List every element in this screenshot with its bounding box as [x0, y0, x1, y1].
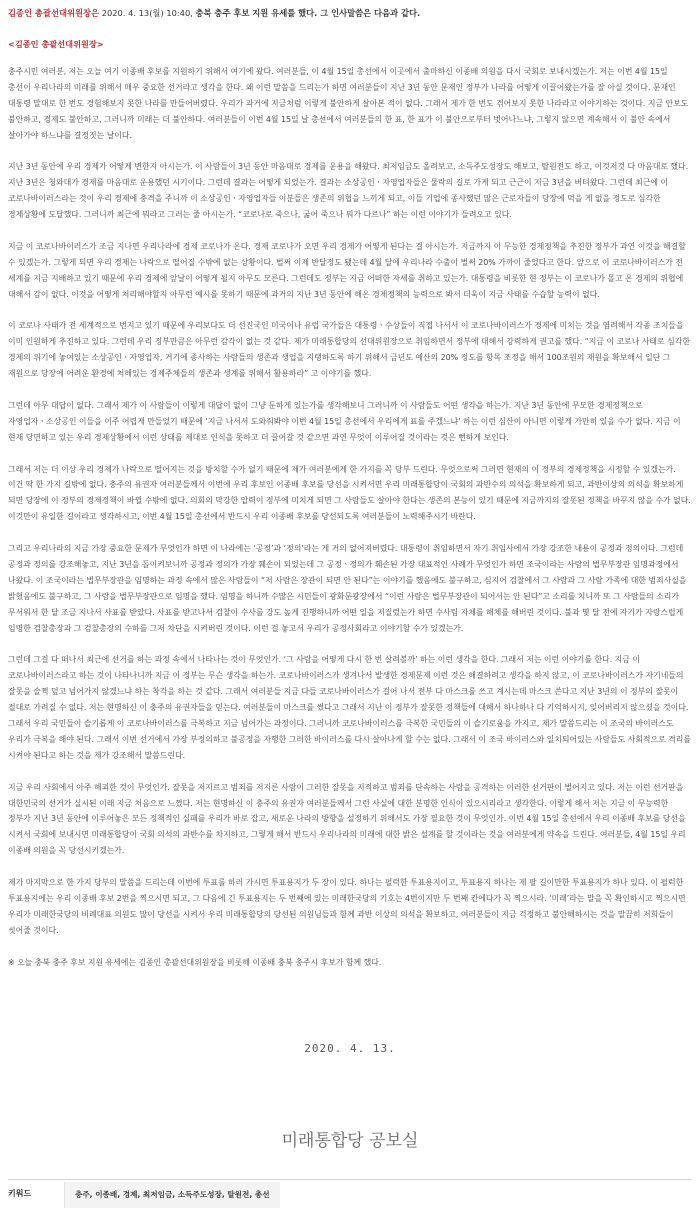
speech-paragraph: 그런데 그걸 다 떠나서 최근에 선거를 하는 과정 속에서 나타나는 것이 무엇인가. ‘그 사람을 어떻게 다시 한 번 살려볼까’ 하는 이런 생각을 한다. 그래서 저는 이런 이야기를 한다. 지금 이 코로나바이러스라고 하는 것이 나타나니까 지금 이 정부는 무슨 생각을 하는가. 코로나바이러스가 생겨나서 발생한 경제문제 이런 것은 해결하려고 생각을 하지 않고, 이 코로나바이러스가 자기네들의 잘못을 슬쩍 덮고 넘어가지 않겠느냐 하는 착각을 하는 것 같다. 그래서 여러분들 지금 다들 코로나바이러스가 걸어 나서 전부 다 마스크를 쓰고 계시는데 마스크 쓴다고 지난 3년의 이 정부의 잘못이 절대로 가려질 수 없다. 저는 현명하신 이 충주의 유권자들을 믿는다. 여러분들이 마스크를 썼다고 그래서 지난 이 정부가 잘못한 정책들에 대해서 하나하나 다 기억하시지, 잊어버리지 않으셨을 것이다. 그래서 우리 국민들이 슬기롭게 이 코로나바이러스를 극복하고 지금 넘어가는 과정이다. 그러니까 코로나바이러스를 극복한 국민들의 이 슬기로움을 가지고, 제가 말씀드리는 이 조국의 바이러스도 우리가 극복을 해야 된다. 그래서 이번 선거에서 가장 부정의하고 불공정을 자행한 그러한 바이러스를 다시 살아나게 할 수는 없다. 그래서 이 조국 바이러스와 일치되어있는 사람들도 사회적으로 격리를 시켜야 된다고 하는 것을 제가 강조해서 말씀드린다.: [8, 655, 691, 760]
headline-summary: 충북 충주 후보 지원 유세를 했다. 그 인사말씀은 다음과 같다.: [195, 8, 421, 18]
keyword-label: 키워드: [8, 1189, 32, 1198]
speech-paragraph: 지금 이 코로나바이러스가 조금 지나면 우리나라에 경제 코로나가 온다. 경제 코로나가 오면 우리 경제가 어떻게 된다는 걸 아시는가. 지금까지 이 무능한 경제정책을 추진한 정부가 과연 이것을 해결할 수 있겠는가. 그렇게 되면 우리 경제는 나락으로 떨어질 수밖에 없는 상황이다. 벌써 이제 반달정도 됐는데 4월 달에 우리나라 수출이 벌써 20% 가까이 줄었다고 한다. 앞으로 이 코로나바이러스가 전 세계를 지금 지배하고 있기 때문에 우리 경제에 앞날이 어떻게 될지 아무도 모른다. 그런데도 정부는 지금 어떠한 자세를 취하고 있는가. 대통령을 비롯한 현 정부는 이 코로나가 몰고 온 경제의 위협에 대해서 감이 없다. 이것을 어떻게 처리해야할지 아무런 예시를 못하기 때문에 과거의 지난 3년 동안에 해온 경제정책의 능력으로 봐서 더욱이 지금 사태를 수습할 능력이 없다.: [8, 241, 686, 299]
headline: [8, 4, 692, 22]
headline-datetime: 2020. 4. 13(월) 10:40,: [99, 8, 196, 18]
speech-paragraph: 그래서 저는 더 이상 우리 경제가 나락으로 떨어지는 것을 방치할 수가 없기 때문에 제가 여러분에게 한 가지를 꼭 당부 드린다. 무엇으로써 그러면 현재의 이 정부의 경제정책을 시정할 수 있겠는가. 이건 딱 한 가지 길밖에 없다. 충주의 유권자 여러분들께서 이번에 우리 후보인 이종배 후보를 당선을 시켜서면 우리 미래통합당이 국회의 과반수의 의석을 확보하게 되고, 과반이상의 의석을 확보하게 되면 당장에 이 정부의 경제정책이 바뀔 수밖에 없다. 의회의 막강한 압력이 정부에 미치게 되면 그 사람들도 살아야 한다는 생존의 본능이 있기 때문에 지금까지의 잘못된 정책을 바꾸지 않을 수가 없다. 이것만이 유일한 길이라고 생각하시고, 이번 4월 15일 총선에서 반드시 우리 이종배 후보를 당선되도록 여러분들이 노력해주시기 바란다.: [8, 464, 691, 522]
section-title: <김종인 총괄선대위원장>: [8, 39, 104, 49]
headline-speaker: 김종인 총괄선대위원장은: [8, 8, 100, 18]
speech-paragraph: 이 코로나 사태가 전 세계적으로 번지고 있기 때문에 우리보다도 더 선진국인 미국이나 유럽 국가들은 대통령ㆍ수상들이 직접 나서서 이 코로나바이러스가 경제에 미치는 것을 염려해서 각종 조치들을 이미 인원하게 추진하고 있다. 그런데 우리 정부만큼은 아무런 감각이 없는 것 같다. 제가 미래통합당의 선대위원장으로 취임하면서 정부에 대해서 강력하게 권고를 했다. “지금 이 코로나 사태로 심각한 경제의 위기에 놓여있는 소상공인ㆍ자영업자, 거기에 종사하는 사람들의 생존과 생업을 지탱하도록 하기 위해서 금년도 예산의 20% 정도를 항목 조정을 해서 100조원의 재원을 확보해서 일단 그 재원으로 당장에 어려운 환경에 처해있는 경제주체들의 생존과 생계를 위해서 활용하라” 고 이야기를 했다.: [8, 321, 690, 379]
press-office-signature: 미래통합당 공보실: [281, 1131, 419, 1151]
keyword-list[interactable]: 충주, 이종배, 경제, 최저임금, 소득주도성장, 탈원전, 총선: [64, 1182, 280, 1208]
speech-body: [8, 64, 692, 986]
keyword-bar: [8, 1179, 692, 1210]
speech-paragraph: 충주시민 여러분, 저는 오늘 여기 이종배 후보를 지원하기 위해서 여기에 왔다. 여러분들, 이 4월 15일 총선에서 이곳에서 출마하신 이종배 의원을 다시 국회로 보내시겠는가. 저는 이번 4월 15일 총선이 우리나라의 미래를 위해서 매우 중요한 선거라고 생각을 한다. 왜 이런 말씀을 드리는가 하면 여러분들이 지난 3년 동안 문재인 정부가 나라를 어떻게 이끌어왔는가를 잘 아실 것이다. 문재인 대통령 말대로 한 번도 경험해보지 못한 나라를 만들어버렸다. 우리가 과거에 지금처럼 이렇게 불안하게 살아본 적이 없다. 그래서 제가 한 번도 겪어보지 못한 나라라고 이야기하는 것이다. 지금 안보도 불안하고, 경제도 불안하고, 그러니까 미래는 더 불안하다. 여러분들이 이번 4월 15일 날 총선에서 여러분들의 한 표, 한 표가 이 불안으로부터 벗어나느냐, 그렇지 않으면 계속해서 이 불안 속에서 살아가야 하느냐를 결정짓는 날이다.: [8, 67, 689, 140]
speech-paragraph: 지금 우리 사회에서 아주 해괴한 것이 무엇인가. 잘못을 저지르고 범죄를 저지른 사람이 그러한 잘못을 지적하고 범죄를 단속하는 사람을 공격하는 이러한 선거판이 벌어지고 있다. 저는 이런 선거판을 대한민국의 선거가 실시된 이래 지금 처음으로 느꼈다. 저는 현명하신 이 충주의 유권자 여러분들께서 그런 사실에 대한 분명한 인식이 있으시리라고 생각한다. 이렇게 해서 저는 지금 이 무능력한 정부가 지난 3년 동안에 이루어놓은 모든 정책적인 실패를 우리가 바로 잡고, 새로운 나라의 방향을 설정하기 위해서도 가장 필요한 것이 무엇인가. 이번 4월 15일 총선에서 우리 이종배 후보를 당선을 시켜서 국회에 보내시면 미래통합당이 국회 의석의 과반수를 차지하고, 그렇게 해서 반드시 우리나라의 미래에 대한 밝은 설계를 할 것이라는 것을 여러분에게 약속을 드린다. 여러분들, 4월 15일 우리 이종배 의원을 꼭 당선시키겠는가.: [8, 782, 686, 856]
footnote: ※ 오늘 충북 충주 후보 지원 유세에는 김종인 총괄선대위원장을 비롯해 이종배 충북 충주시 후보가 함께 했다.: [8, 957, 382, 967]
speech-paragraph: 그리고 우리나라의 지금 가장 중요한 문제가 무엇인가 하면 이 나라에는 ‘공정’과 ‘정의’라는 게 거의 없어져버렸다. 대통령이 취임하면서 자기 취임사에서 가장 강조한 내용이 공정과 정의이다. 그런데 공정과 정의를 강조해놓고, 지난 3년을 돌이켜보니까 공정과 정의가 가장 훼손이 되었는데 그 공정ㆍ정의가 훼손된 가장 대표적인 사례가 무엇인가 하면 조국이라는 사람의 법무부장관 임명과정에서 나왔다. 이 조국이라는 법무부장관을 임명하는 과정 속에서 많은 사람들이 “저 사람은 장관이 되면 안 된다”는 이야기를 했음에도 불구하고, 심지어 검찰에서 그 사람과 그 사람 가족에 대한 범죄사실을 밝혔음에도 불구하고, 그 사람을 법무부장관으로 임명을 했다. 임명을 하니까 수많은 시민들이 광화문광장에서 “이런 사람은 법무부장관이 되어서는 안 된다”고 소리를 치니까 또 그 사람들의 소리가 무서워서 한 달 조금 지나서 사표를 받았다. 사표를 받고나서 검찰이 수사를 강도 높게 진행하니까 어떤 일을 저질렀는가 하면 수사팀 자체를 해체를 해버린 것이다. 불과 몇 달 전에 자기가 자랑스럽게 임명한 검찰총장과 그 검찰총장의 수하를 그저 차단을 시켜버린 것이다. 이런 걸 놓고서 우리가 공정사회라고 이야기할 수가 있겠는가.: [8, 544, 687, 633]
speech-paragraph: 지난 3년 동안에 우리 경제가 어떻게 변한지 아시는가. 이 사람들이 3년 동안 마음대로 경제를 운용을 해왔다. 최저임금도 올려보고, 소득주도성장도 해보고, 탈원전도 하고, 이것저것 다 마음대로 했다. 지난 3년은 청와대가 경제를 마음대로 운용했던 시기이다. 그런데 결과는 어떻게 되었는가. 결과는 소상공인ㆍ자영업자들은 물락의 길로 가게 되고 근근이 지금 3년을 버텨왔다. 그런데 최근에 이 코로나바이러스라는 것이 우리 경제에 충격을 주니까 이 소상공인ㆍ자영업자들 이분들은 생존의 위협을 느끼게 되고, 이들 기업에 종사했던 많은 근로자들이 당장에 먹을 게 없을 정도로 심각한 경제상황에 도달했다. 그러니까 최근에 뭐라고 그러는 줄 아시는가. “코로나로 죽으나, 굶어 죽으나 뭐가 다르나” 하는 이런 이야기가 들려오고 있다.: [8, 162, 689, 220]
speech-paragraph: 그런데 아무 대답이 없다. 그래서 제가 이 사람들이 이렇게 대답이 없이 그냥 둔하게 있는가를 생각해보니 그러니까 이 사람들도 어떤 생각을 하는가. 지난 3년 동안에 무모한 경제정책으로 자영업자ㆍ소상공인 이들을 이주 어렵게 만들었기 때문에 ‘지금 나서서 도와줘봐야 이번 4월 15일 총선에서 우리에게 표를 주겠느냐’ 하는 이런 심산이 아니면 이렇게 가만히 있을 수가 없다. 지금 이 현재 당면하고 있는 우리 경제상황에서 이런 상태를 제대로 인식을 못하고 더 끌어갈 것 같으면 과연 무엇이 이루어질 것이라는 것은 뻔하게 보인다.: [8, 400, 681, 442]
release-date: 2020. 4. 13.: [304, 1042, 396, 1055]
speech-paragraph: 제가 마지막으로 한 가지 당부의 말씀을 드리는데 이번에 투표를 하러 가시면 투표용지가 두 장이 있다. 하나는 펄럭한 투표용지이고, 투표용지 하나는 제 팔 길이만한 투표용지가 하나 있다. 이 펄럭한 투표용지에는 우리 이종배 후보 2번을 찍으시면 되고, 그 다음에 긴 투표용지는 두 번째에 있는 미래한국당의 기호는 4번이지만 두 번째 칸에다가 꼭 찍으시라. ‘미래’라는 말을 꼭 확인하시고 찍으시면 우리가 미래한국당의 비례대표 의원도 많이 당선을 시켜서 우리 미래통합당의 당선된 의원님들과 함께 과반 이상의 의석을 확보하고, 여러분들이 지금 걱정하고 불안해하시는 것을 말끔히 저희들이 씻어줄 것이다.: [8, 878, 686, 935]
